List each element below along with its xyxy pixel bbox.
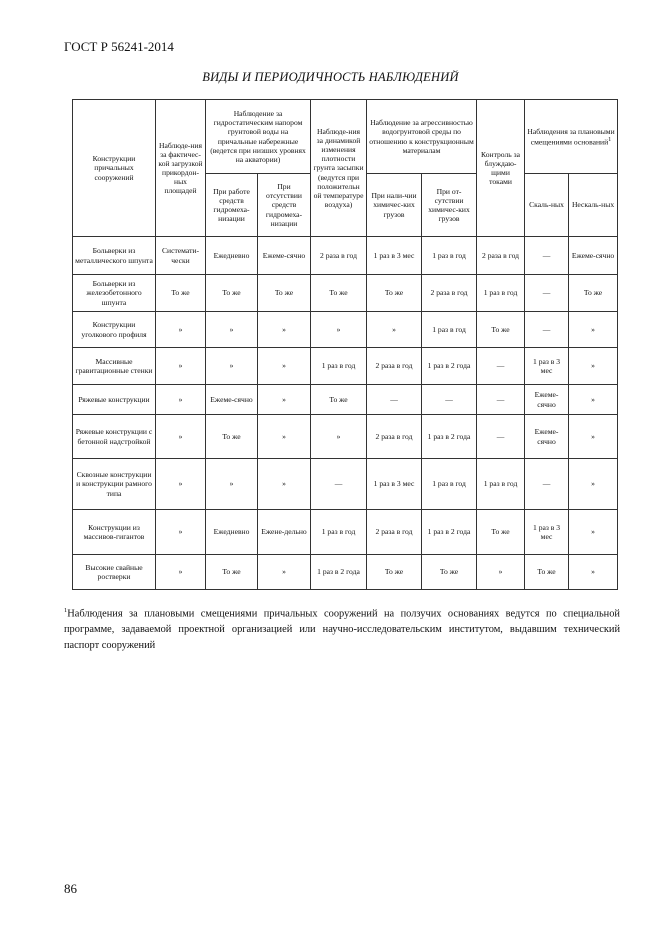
table-cell: » [206, 459, 258, 510]
header-aggr-without-chemicals: При от-сутствии химичес-ких грузов [422, 174, 477, 237]
table-cell: » [367, 312, 422, 348]
table-cell: » [569, 312, 618, 348]
table-cell: То же [206, 555, 258, 590]
table-cell: » [258, 385, 311, 415]
table-cell: » [258, 459, 311, 510]
table-cell: — [525, 237, 569, 275]
table-cell: 1 раз в год [477, 275, 525, 312]
table-cell: 1 раз в 3 мес [525, 510, 569, 555]
row-label: Массивные гравитационные стенки [73, 348, 156, 385]
table-cell: 1 раз в год [311, 510, 367, 555]
table-cell: » [258, 312, 311, 348]
table-cell: — [477, 415, 525, 459]
row-label: Сквозные конструкции и конструкции рамного типа [73, 459, 156, 510]
table-row [73, 348, 618, 385]
table-cell: 2 раза в год [477, 237, 525, 275]
table-cell: Ежене-дельно [258, 510, 311, 555]
table-cell: То же [258, 275, 311, 312]
table-cell: 1 раз в 3 мес [367, 459, 422, 510]
table-cell: То же [525, 555, 569, 590]
table-cell: » [156, 312, 206, 348]
table-cell: То же [477, 312, 525, 348]
footnote-ref: 1 [608, 135, 612, 143]
table-cell: Ежеме-сячно [569, 237, 618, 275]
table-cell: 1 раз в год [477, 459, 525, 510]
table-cell: То же [311, 275, 367, 312]
table-cell: » [206, 312, 258, 348]
header-actual-load: Наблюде-ния за фактичес-кой загрузкой прикордон-ных площадей [156, 100, 206, 237]
table-cell: » [258, 555, 311, 590]
row-label: Ряжевые конструкции [73, 385, 156, 415]
table-cell: » [156, 459, 206, 510]
table-cell: То же [206, 415, 258, 459]
table-cell: 1 раз в год [422, 312, 477, 348]
footnote-mark: 1 [64, 607, 68, 614]
table-cell: То же [569, 275, 618, 312]
table-cell: » [569, 415, 618, 459]
table-row [73, 510, 618, 555]
row-label: Больверки из железобетонного шпунта [73, 275, 156, 312]
table-row [73, 275, 618, 312]
header-hydro-without-mechanization: При отсутствии средств гидромеха-низации [258, 174, 311, 237]
table-cell: 1 раз в 2 года [422, 510, 477, 555]
row-label: Конструкции из массивов-гигантов [73, 510, 156, 555]
table-cell: — [367, 385, 422, 415]
table-cell: » [258, 415, 311, 459]
table-body [73, 237, 618, 590]
table-cell: » [258, 348, 311, 385]
header-aggr-with-chemicals: При нали-чии химичес-ких грузов [367, 174, 422, 237]
table-cell: Ежеме-сячно [258, 237, 311, 275]
table-cell: Системати-чески [156, 237, 206, 275]
table-cell: Ежедневно [206, 237, 258, 275]
header-structures: Конструкции причальных сооружений [73, 100, 156, 237]
table-cell: — [525, 275, 569, 312]
header-displacement-group [525, 100, 618, 174]
table-row [73, 415, 618, 459]
table-cell: Ежедневно [206, 510, 258, 555]
table-cell: » [311, 415, 367, 459]
table-cell: » [156, 555, 206, 590]
table-cell: То же [367, 555, 422, 590]
footnote-text: Наблюдения за плановыми смещениями причальных сооружений на ползучих основаниях ведутся по специальной программе, задаваемой проектной организацией или научно-исследовательским институтом, выдавшим технический паспорт сооружений [64, 608, 620, 651]
row-label: Больверки из металлического шпунта [73, 237, 156, 275]
table-cell: » [569, 459, 618, 510]
table-cell: » [477, 555, 525, 590]
table-cell: Ежеме-сячно [206, 385, 258, 415]
table-cell: » [156, 385, 206, 415]
table-cell: 1 раз в год [422, 237, 477, 275]
header-displacement-text: Наблюдения за плановыми смещениями оснований [527, 126, 615, 147]
table-cell: Ежеме-сячно [525, 385, 569, 415]
header-aggressive-group: Наблюдение за агрессивностью водогрунтовой среды по отношению к конструкционным материалам [367, 100, 477, 174]
table-cell: То же [367, 275, 422, 312]
row-label: Ряжевые конструкции с бетонной надстройкой [73, 415, 156, 459]
table-row [73, 237, 618, 275]
table-cell: — [477, 348, 525, 385]
table-cell: » [156, 348, 206, 385]
table-cell: То же [422, 555, 477, 590]
header-stray-currents: Контроль за блуждаю-щими токами [477, 100, 525, 237]
table-cell: То же [311, 385, 367, 415]
table-cell: » [156, 510, 206, 555]
table-cell: 2 раза в год [367, 415, 422, 459]
header-hydrostatic-group: Наблюдение за гидростатическим напором грунтовой воды на причальные набережные (ведется при низших уровнях на акватории) [206, 100, 311, 174]
header-density: Наблюде-ния за динамикой изменения плотности грунта засыпки (ведутся при положительн ой температуре воздуха) [311, 100, 367, 237]
table-cell: 1 раз в 3 мес [367, 237, 422, 275]
header-hydro-with-mechanization: При работе средств гидромеха-низации [206, 174, 258, 237]
table-row [73, 385, 618, 415]
table-row [73, 459, 618, 510]
table-row [73, 312, 618, 348]
table-cell: 1 раз в год [422, 459, 477, 510]
table-cell: — [422, 385, 477, 415]
table-cell: То же [206, 275, 258, 312]
table-cell: Ежеме-сячно [525, 415, 569, 459]
table-cell: 2 раза в год [311, 237, 367, 275]
table-cell: — [525, 312, 569, 348]
table-cell: 2 раза в год [422, 275, 477, 312]
table-cell: То же [477, 510, 525, 555]
page-title: ВИДЫ И ПЕРИОДИЧНОСТЬ НАБЛЮДЕНИЙ [202, 70, 459, 84]
standard-header: ГОСТ Р 56241-2014 [64, 39, 174, 54]
table-cell: — [525, 459, 569, 510]
table-cell: То же [156, 275, 206, 312]
table-cell: 1 раз в 2 года [422, 348, 477, 385]
footnote [64, 606, 620, 653]
table-cell: » [206, 348, 258, 385]
table-cell: — [311, 459, 367, 510]
table-cell: 2 раза в год [367, 510, 422, 555]
header-rocky: Скаль-ных [525, 174, 569, 237]
row-label: Конструкции уголкового профиля [73, 312, 156, 348]
table-cell: 1 раз в 3 мес [525, 348, 569, 385]
table-cell: » [569, 510, 618, 555]
table-row [73, 555, 618, 590]
table-cell: 2 раза в год [367, 348, 422, 385]
page-number: 86 [64, 881, 77, 896]
table-cell: » [569, 555, 618, 590]
table-cell: » [311, 312, 367, 348]
header-nonrocky: Нескаль-ных [569, 174, 618, 237]
observations-table [72, 99, 618, 590]
table-cell: 1 раз в год [311, 348, 367, 385]
table-cell: — [477, 385, 525, 415]
table-cell: 1 раз в 2 года [311, 555, 367, 590]
table-cell: » [569, 385, 618, 415]
table-cell: » [569, 348, 618, 385]
table-cell: » [156, 415, 206, 459]
row-label: Высокие свайные ростверки [73, 555, 156, 590]
table-cell: 1 раз в 2 года [422, 415, 477, 459]
